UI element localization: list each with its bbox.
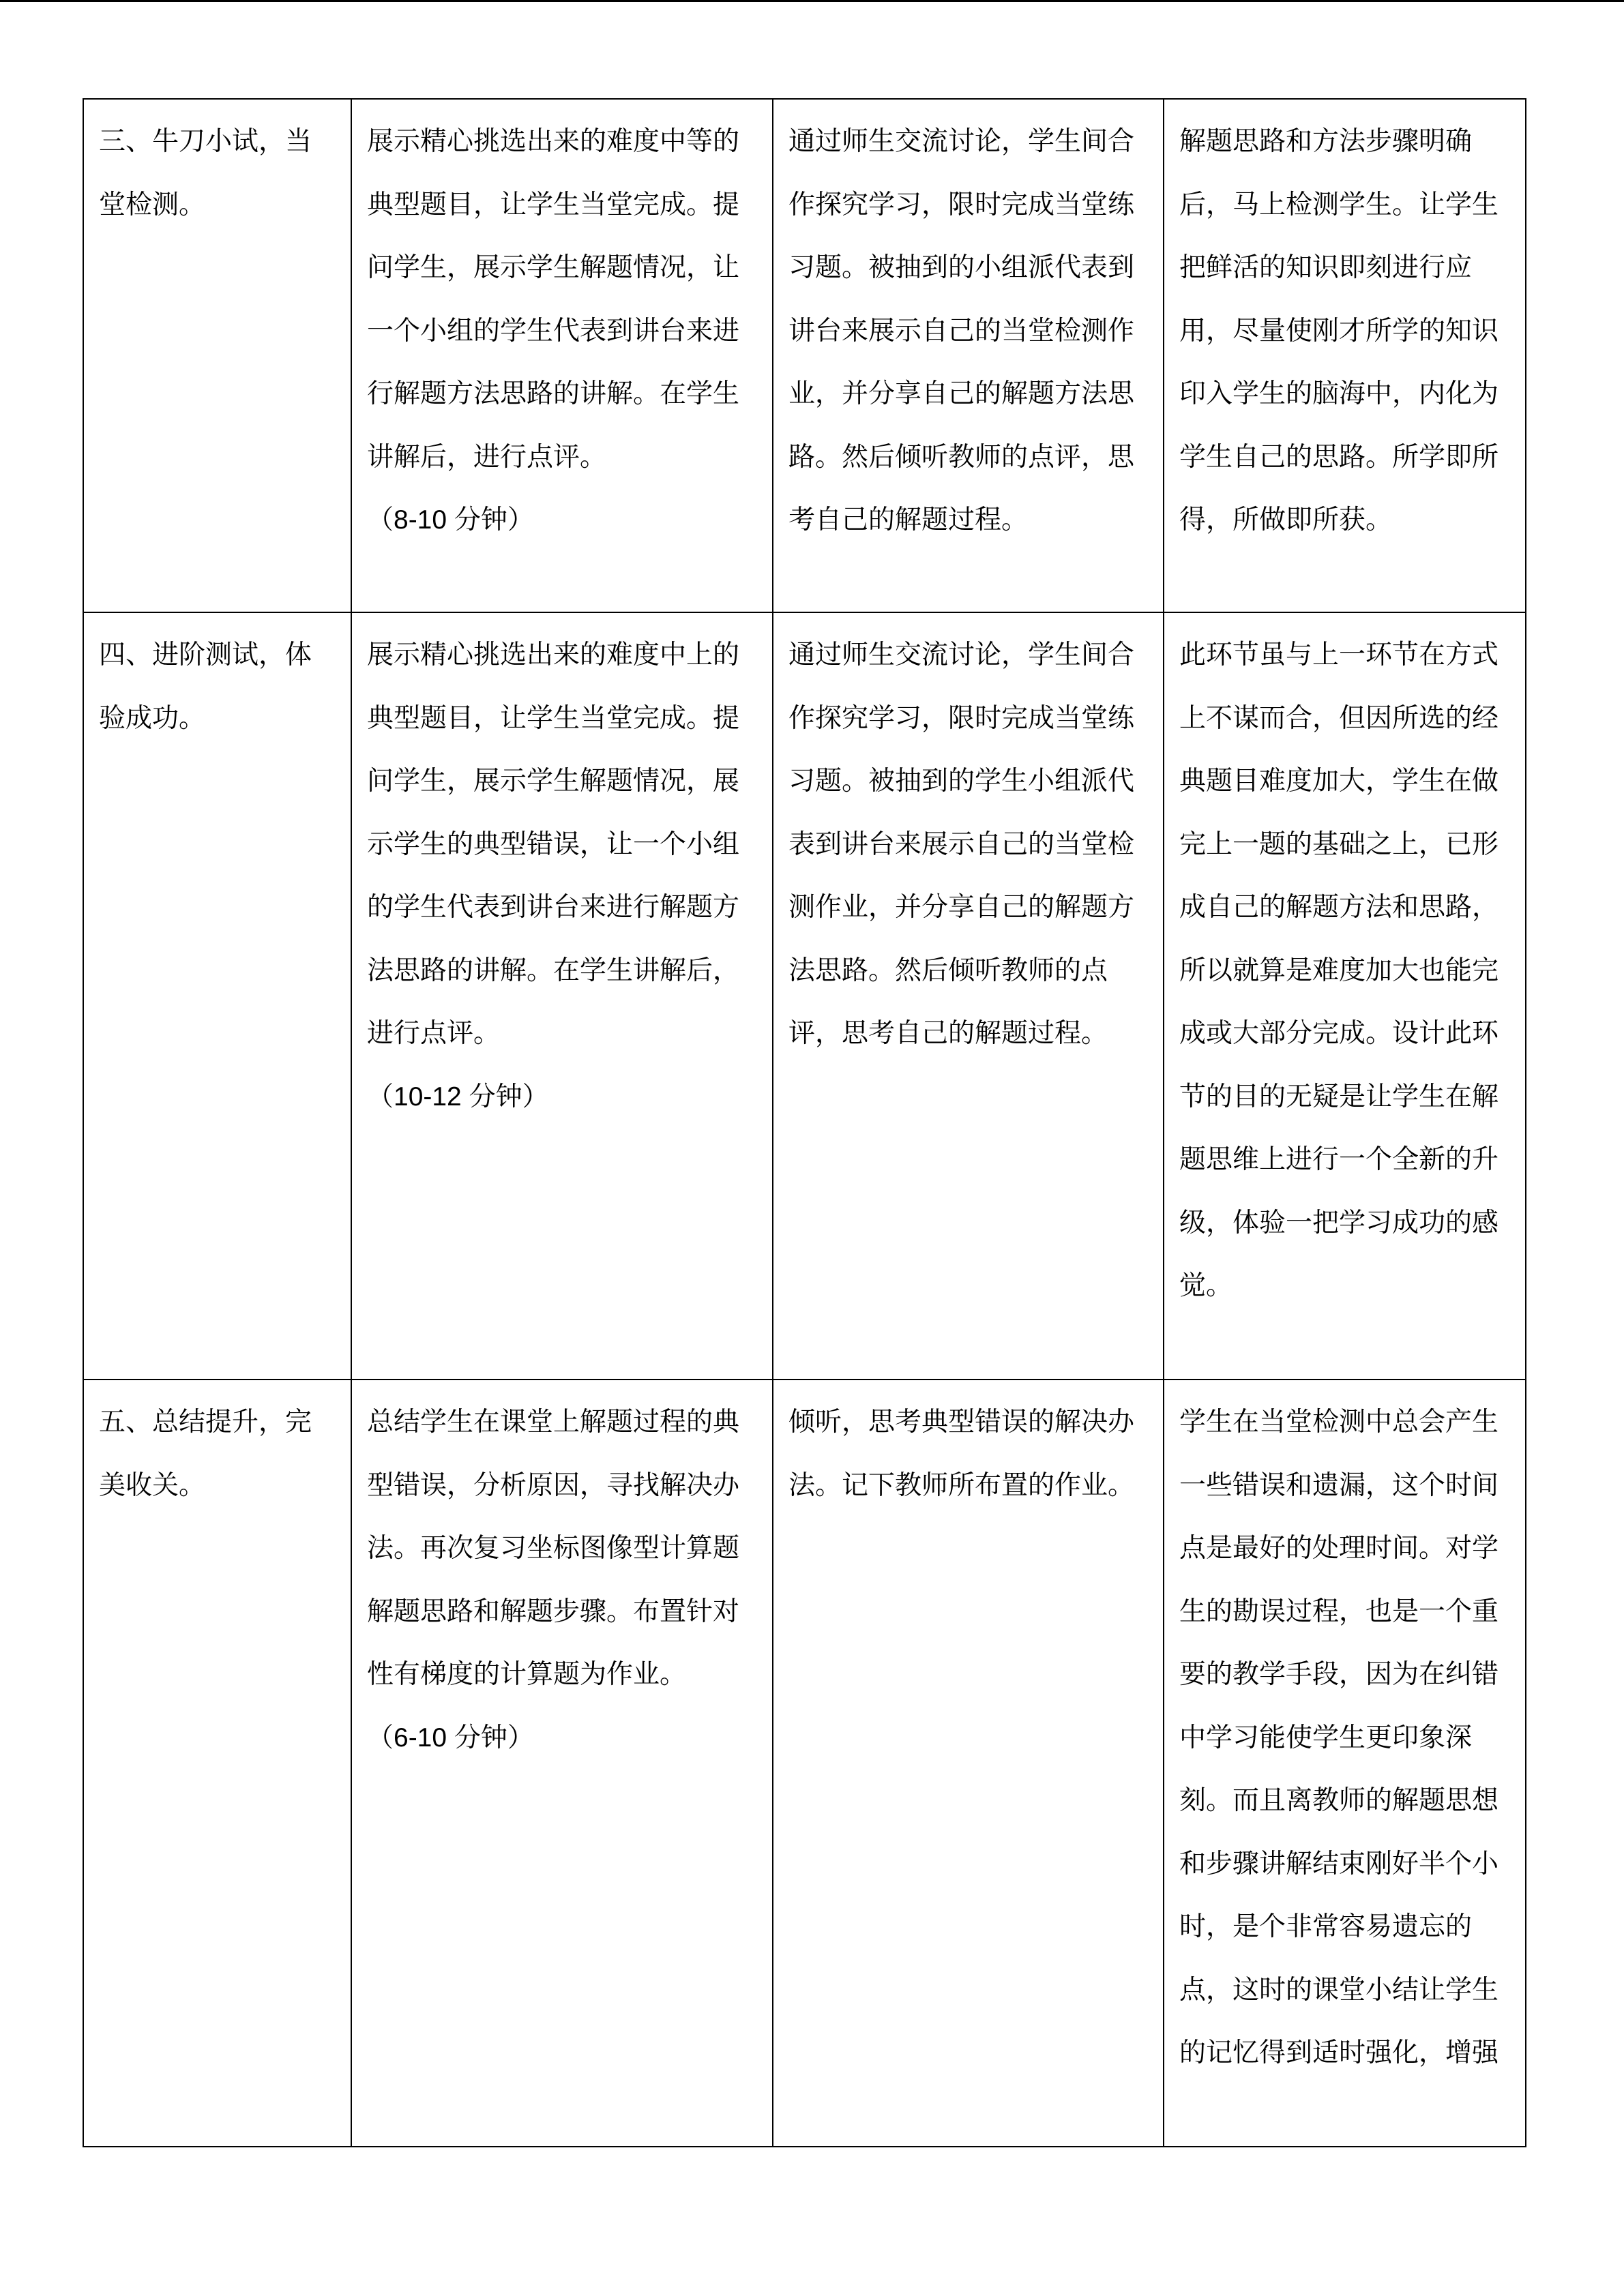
stage-title: 五、总结提升，完美收关。: [99, 1407, 312, 1501]
teacher-activity-text: 总结学生在课堂上解题过程的典型错误，分析原因，寻找解决办法。再次复习坐标图像型计算题解题思路和解题步骤。布置针对性有梯度的计算题为作业。: [367, 1407, 740, 1690]
student-activity-text: 通过师生交流讨论，学生间合作探究学习，限时完成当堂练习题。被抽到的小组派代表到讲台来展示自己的当堂检测作业，并分享自己的解题方法思路。然后倾听教师的点评，思考自己的解题过程。: [788, 126, 1135, 535]
stage-cell: [83, 99, 351, 612]
teacher-activity-cell: [351, 99, 773, 612]
design-intent-text: 学生在当堂检测中总会产生一些错误和遗漏，这个时间点是最好的处理时间。对学生的勘误过程，也是一个重要的教学手段，因为在纠错中学习能使学生更印象深刻。而且离教师的解题思想和步骤讲解结束刚好半个小时，是个非常容易遗忘的点，这时的课堂小结让学生的记忆得到适时强化，增强: [1179, 1407, 1499, 2068]
teacher-activity-cell: [351, 612, 773, 1380]
duration-label: （8-10 分钟）: [367, 505, 534, 535]
teacher-activity-text: 展示精心挑选出来的难度中上的典型题目，让学生当堂完成。提问学生，展示学生解题情况，展示学生的典型错误，让一个小组的学生代表到讲台来进行解题方法思路的讲解。在学生讲解后，进行点评。: [367, 640, 740, 1049]
student-activity-text: 倾听，思考典型错误的解决办法。记下教师所布置的作业。: [788, 1407, 1135, 1501]
stage-cell: [83, 1380, 351, 2147]
table-row: [83, 612, 1526, 1380]
top-border-rule: [0, 0, 1624, 2]
design-intent-text: 解题思路和方法步骤明确后，马上检测学生。让学生把鲜活的知识即刻进行应用，尽量使刚才所学的知识印入学生的脑海中，内化为学生自己的思路。所学即所得，所做即所获。: [1179, 126, 1499, 535]
stage-cell: [83, 612, 351, 1380]
design-intent-cell: [1164, 99, 1526, 612]
design-intent-cell: [1164, 1380, 1526, 2147]
design-intent-text: 此环节虽与上一环节在方式上不谋而合，但因所选的经典题目难度加大，学生在做完上一题的基础之上，已形成自己的解题方法和思路，所以就算是难度加大也能完成或大部分完成。设计此环节的目的无疑是让学生在解题思维上进行一个全新的升级，体验一把学习成功的感觉。: [1179, 640, 1499, 1301]
design-intent-cell: [1164, 612, 1526, 1380]
table-row: [83, 99, 1526, 612]
stage-title: 四、进阶测试，体验成功。: [99, 640, 312, 734]
stage-title: 三、牛刀小试，当堂检测。: [99, 126, 312, 220]
lesson-plan-table: [83, 98, 1526, 2147]
table-row: [83, 1380, 1526, 2147]
duration-label: （6-10 分钟）: [367, 1723, 534, 1753]
teacher-activity-cell: [351, 1380, 773, 2147]
student-activity-cell: [773, 1380, 1164, 2147]
student-activity-cell: [773, 612, 1164, 1380]
student-activity-cell: [773, 99, 1164, 612]
duration-label: （10-12 分钟）: [367, 1082, 549, 1112]
student-activity-text: 通过师生交流讨论，学生间合作探究学习，限时完成当堂练习题。被抽到的学生小组派代表到讲台来展示自己的当堂检测作业，并分享自己的解题方法思路。然后倾听教师的点评，思考自己的解题过程。: [788, 640, 1135, 1049]
teacher-activity-text: 展示精心挑选出来的难度中等的典型题目，让学生当堂完成。提问学生，展示学生解题情况，让一个小组的学生代表到讲台来进行解题方法思路的讲解。在学生讲解后，进行点评。: [367, 126, 740, 473]
